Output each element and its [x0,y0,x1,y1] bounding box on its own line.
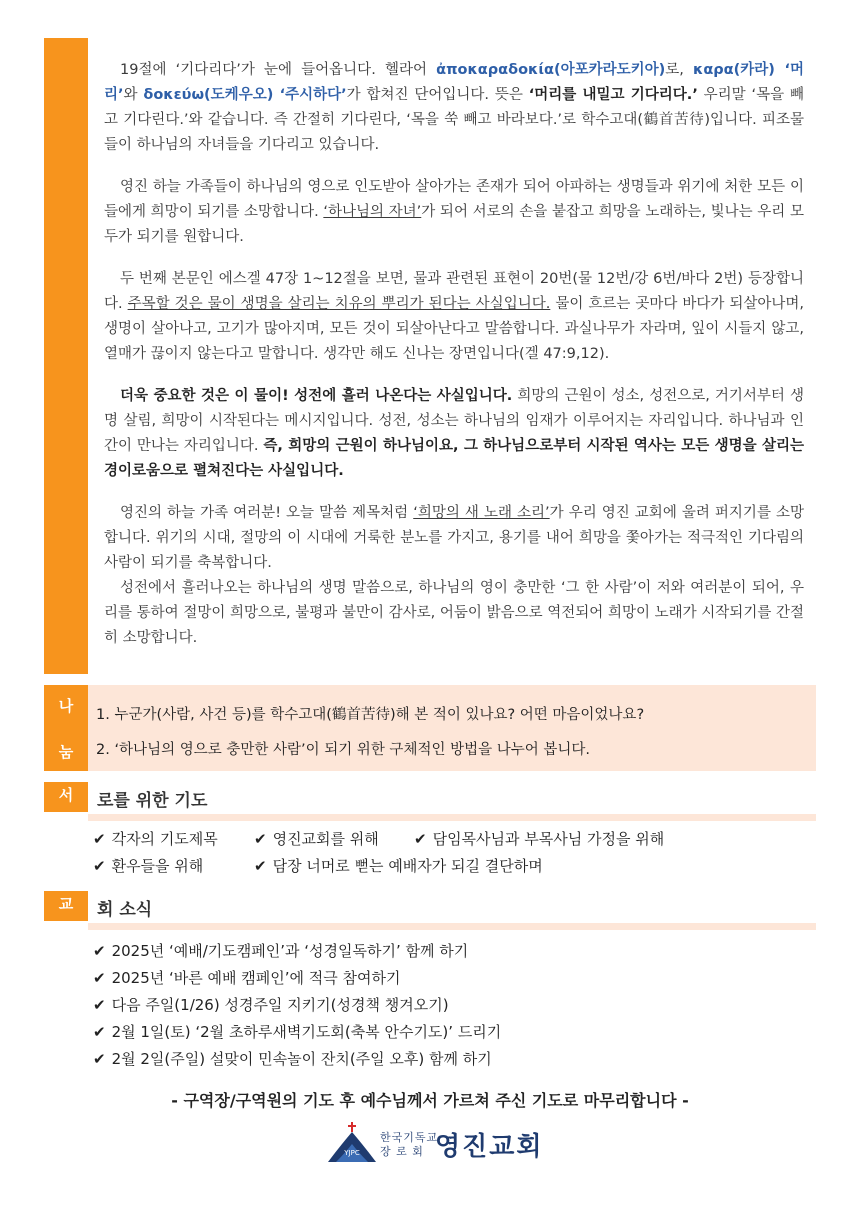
prayer-item [254,828,379,849]
check-icon: ✔ [414,830,427,848]
check-icon: ✔ [93,857,106,875]
prayer-item [254,855,543,876]
bold-text: 더욱 중요한 것은 이 물이! 성전에 흘러 나온다는 사실입니다. [120,388,513,404]
prayer-section-label: 서 [44,782,88,812]
check-icon: ✔ [93,969,106,987]
news-section-label: 교 [44,891,88,921]
underlined-text: 주목할 것은 물이 생명을 살리는 치유의 뿌리가 된다는 사실입니다. [127,296,551,312]
text: 와 [123,87,144,103]
text: 영진 하늘 가족들이 하나님의 영으로 인도받아 살아가는 존재가 되어 아파하는 생명들과 위기에 처한 모든 이들에게 희망이 되기를 소망합니다. [104,179,804,220]
underlined-text: ‘하나님의 자녀’ [323,204,422,220]
sharing-question-2: 2. ‘하나님의 영으로 충만한 사람’이 되기 위한 구체적인 방법을 나누어 봅니다. [96,742,590,758]
prayer-section-title: 로를 위한 기도 [97,791,208,811]
sharing-question-1: 1. 누군가(사람, 사건 등)를 학수고대(鶴首苦待)해 본 적이 있나요? 어떤 마음이었나요? [96,707,645,723]
text: 영진의 하늘 가족 여러분! 오늘 말씀 제목처럼 [120,505,414,521]
greek-term: δοκεύω(도케우오) ‘주시하다’ [143,87,347,103]
paragraph-4 [104,384,804,484]
check-icon: ✔ [93,996,106,1014]
prayer-item-label: 담장 너머로 뻗는 예배자가 되길 결단하며 [272,857,543,875]
sharing-label-char: 눔 [58,743,74,761]
closing-instruction: - 구역장/구역원의 기도 후 예수님께서 가르쳐 주신 기도로 마무리합니다 - [171,1091,689,1110]
logo-denomination [380,1131,438,1159]
prayer-item [414,828,664,849]
paragraph-1 [104,58,804,158]
text: 두 번째 본문인 에스겔 47장 1~12절을 보면, 물과 관련된 표현이 20번(물 12번/강 6번/바다 2번) 등장합니다. [104,271,804,312]
text: 가 합쳐진 단어입니다. 뜻은 [346,87,529,103]
text: 희망의 근원이 성소, 성전으로, 거기서부터 생명 살림, 희망이 시작된다는 메시지입니다. 성전, 성소는 하나님의 임재가 이루어지는 자리입니다. 하나님과 인간이 만나는 자리입니다. [104,388,805,454]
prayer-item [93,855,203,876]
news-item-label: 2월 1일(토) ‘2월 초하루새벽기도회(축복 안수기도)’ 드리기 [111,1023,502,1041]
paragraph-6: 성전에서 흘러나오는 하나님의 생명 말씀으로, 하나님의 영이 충만한 ‘그 한 사람’이 저와 여러분이 되어, 우리를 통하여 절망이 희망으로, 불평과 불만이 감사로, 어둠이 밝음으로 역전되어 희망이 노래가 시작되기를 간절히 소망합니다. [104,580,804,646]
logo-badge-text: YJPC [344,1149,360,1157]
church-name: 영진교회 [435,1132,544,1162]
greek-term: καρα(카라) ‘머리’ [104,62,804,103]
underlined-text: ‘희망의 새 노래 소리’ [413,505,550,521]
text: 물이 흐르는 곳마다 바다가 되살아나며, 생명이 살아나고, 고기가 많아지며, 모든 것이 되살아난다고 말씀합니다. 과실나무가 자라며, 잎이 시들지 않고, 열매가 끊이지 않는다고 말합니다. 생각만 해도 신나는 장면입니다(겔 47:9,12). [104,296,804,362]
left-accent-bar [44,38,88,674]
check-icon: ✔ [93,1050,106,1068]
news-item-label: 다음 주일(1/26) 성경주일 지키기(성경책 챙겨오기) [111,996,449,1014]
news-item [93,1048,492,1069]
check-icon: ✔ [93,830,106,848]
prayer-item-label: 각자의 기도제목 [111,830,218,848]
church-logo-icon [326,1122,378,1166]
greek-term: ἀποκαραδοκία(아포카라도키아) [436,62,666,78]
text: 로, [665,62,694,78]
text: 19절에 ‘기다리다’가 눈에 들어옵니다. 헬라어 [120,62,437,78]
sermon-body [104,58,804,651]
prayer-item [93,828,218,849]
news-item [93,940,468,961]
prayer-item-label: 영진교회를 위해 [272,830,379,848]
paragraph-2 [104,175,804,250]
news-section-divider [88,923,816,930]
check-icon: ✔ [93,942,106,960]
text: 가 되어 서로의 손을 붙잡고 희망을 노래하는, 빛나는 우리 모두가 되기를 원합니다. [104,204,804,245]
news-item-label: 2025년 ‘예배/기도캠페인’과 ‘성경일독하기’ 함께 하기 [111,942,469,960]
check-icon: ✔ [254,857,267,875]
check-icon: ✔ [93,1023,106,1041]
logo-denomination-line: 한국기독교 [380,1131,439,1144]
text: 가 우리 영진 교회에 울려 퍼지기를 소망합니다. 위기의 시대, 절망의 이 시대에 거룩한 분노를 가지고, 용기를 내어 희망을 쫓아가는 적극적인 기다림의 사람이 되기를 축복합니다. [104,505,805,571]
news-item-label: 2월 2일(주일) 설맞이 민속놀이 잔치(주일 오후) 함께 하기 [111,1050,492,1068]
news-item-label: 2025년 ‘바른 예배 캠페인’에 적극 참여하기 [111,969,401,987]
paragraph-5 [104,501,804,576]
bold-text: 즉, 희망의 근원이 하나님이요, 그 하나님으로부터 시작된 역사는 모든 생명을 살리는 경이로움으로 펼쳐진다는 사실입니다. [104,438,804,479]
sharing-label-char: 나 [58,697,74,715]
check-icon: ✔ [254,830,267,848]
logo-denomination-line: 장 로 회 [380,1145,424,1158]
news-item [93,1021,501,1042]
paragraph-3 [104,267,804,367]
prayer-item-label: 환우들을 위해 [111,857,204,875]
news-item [93,994,449,1015]
news-item [93,967,400,988]
prayer-item-label: 담임목사님과 부목사님 가정을 위해 [432,830,665,848]
news-section-title: 회 소식 [97,900,153,920]
prayer-section-divider [88,814,816,821]
text: 우리말 ‘목을 빼고 기다린다.’와 같습니다. 즉 간절히 기다린다, ‘목을 쑥 빼고 바라보다.’로 학수고대(鶴首苦待)입니다. 피조물들이 하나님의 자녀들을 기다리고 있습니다. [104,87,804,153]
bold-text: ‘머리를 내밀고 기다리다.’ [528,87,698,103]
sharing-label [44,685,88,771]
